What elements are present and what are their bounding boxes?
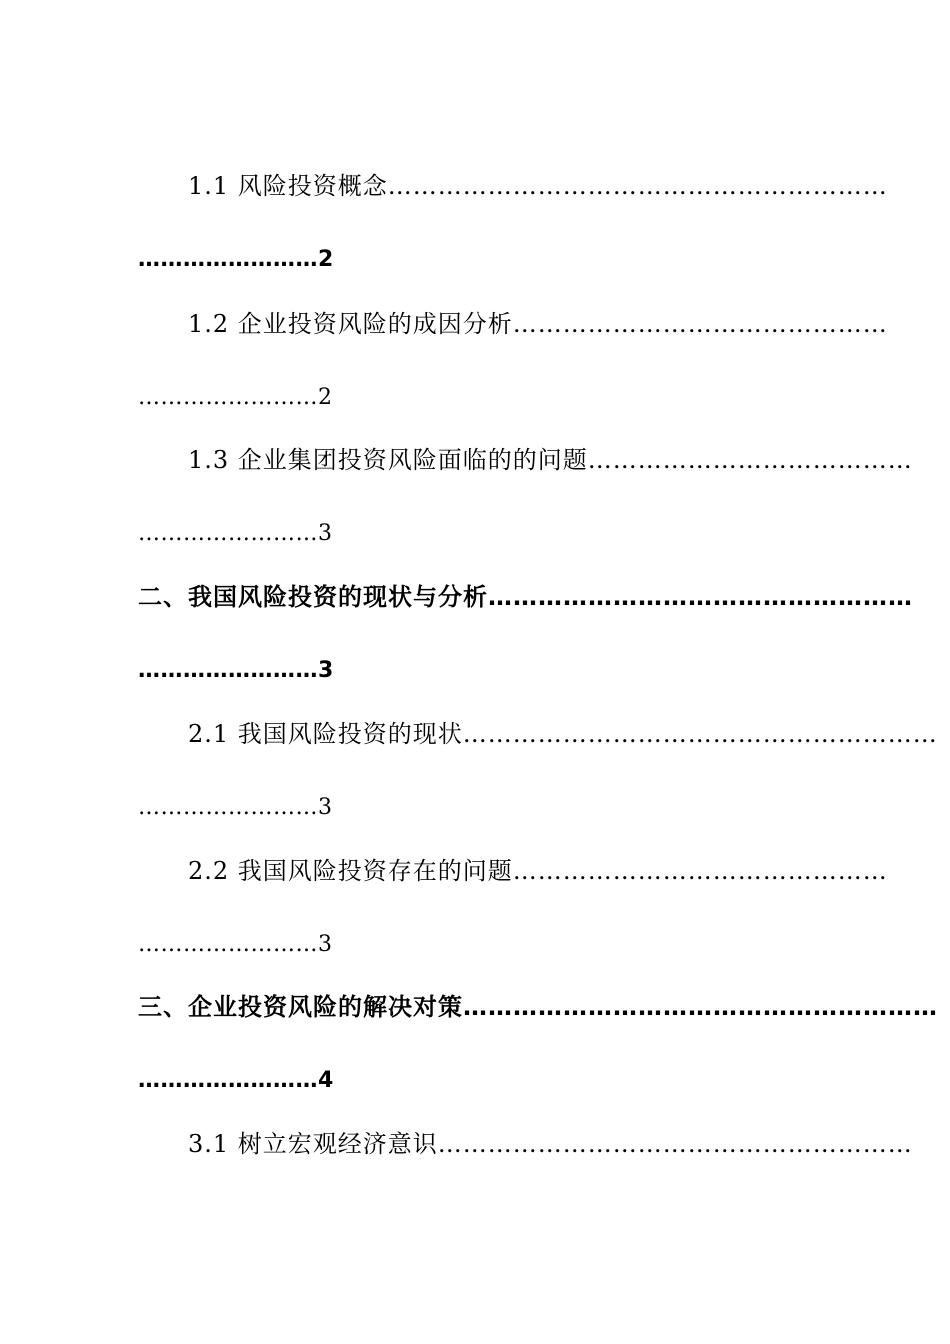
toc-entry-1-1: 1.1 风险投资概念……………………………………………………	[188, 172, 888, 200]
toc-entry-2-2: 2.2 我国风险投资存在的问题………………………………………	[188, 857, 888, 885]
toc-entry-1-3: 1.3 企业集团投资风险面临的的问题…………………………………	[188, 446, 913, 474]
toc-entry-2-2-page: ……………………3	[138, 932, 333, 957]
toc-entry-3-1: 3.1 树立宏观经济意识…………………………………………………	[188, 1130, 913, 1158]
toc-chapter-3: 三、企业投资风险的解决对策…………………………………………………	[138, 993, 938, 1021]
toc-entry-1-2: 1.2 企业投资风险的成因分析………………………………………	[188, 310, 888, 338]
toc-entry-2-1: 2.1 我国风险投资的现状…………………………………………………	[188, 720, 938, 748]
toc-entry-1-3-page: ……………………3	[138, 521, 333, 546]
toc-entry-1-1-page: ……………………2	[138, 247, 334, 272]
toc-entry-2-1-page: ……………………3	[138, 795, 333, 820]
toc-entry-1-2-page: ……………………2	[138, 385, 333, 410]
toc-chapter-3-page: ……………………4	[138, 1068, 334, 1093]
toc-chapter-2: 二、我国风险投资的现状与分析……………………………………………	[138, 583, 913, 611]
toc-chapter-2-page: ……………………3	[138, 658, 334, 683]
